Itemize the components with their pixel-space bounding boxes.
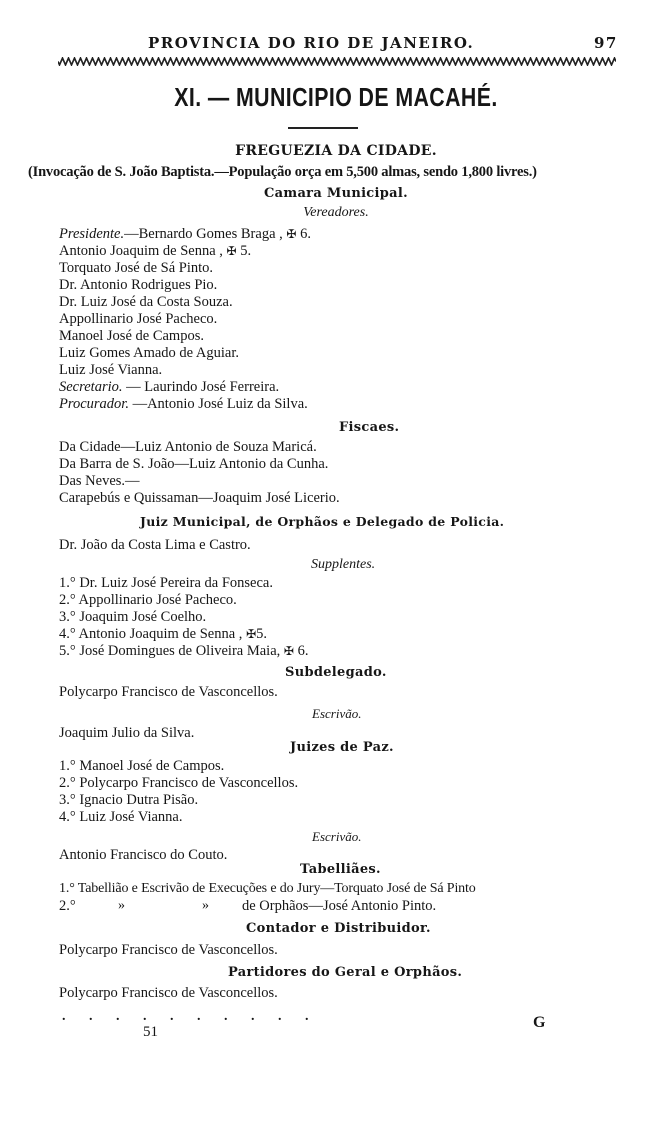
order-cross-icon: ✠ xyxy=(283,644,294,658)
page-number: 97 xyxy=(594,34,618,52)
juizes-paz-heading: Juizes de Paz. xyxy=(290,740,394,755)
camara-line: Dr. Luiz José da Costa Souza. xyxy=(59,294,233,310)
title-underline xyxy=(288,127,358,129)
camara-line: Procurador. —Antonio José Luiz da Silva. xyxy=(59,396,308,412)
camara-line: Appollinario José Pacheco. xyxy=(59,311,218,327)
camara-heading: Camara Municipal. xyxy=(264,186,408,201)
camara-line: Secretario. — Laurindo José Ferreira. xyxy=(59,379,280,395)
fiscal-line: Da Cidade—Luiz Antonio de Souza Maricá. xyxy=(59,439,317,455)
supplente-line: 2.° Appollinario José Pacheco. xyxy=(59,592,237,608)
juiz-line: Dr. João da Costa Lima e Castro. xyxy=(59,537,251,553)
role-label: Secretario. xyxy=(59,379,123,395)
camara-line: Luiz José Vianna. xyxy=(59,362,163,378)
ditto-mark: » xyxy=(118,898,125,913)
juiz-heading: Juiz Municipal, de Orphãos e Delegado de Policia. xyxy=(140,514,505,529)
camara-line: Luiz Gomes Amado de Aguiar. xyxy=(59,345,240,361)
tabelliao-line-text: de Orphãos—José Antonio Pinto. xyxy=(242,898,437,914)
juiz-paz-line: 3.° Ignacio Dutra Pisão. xyxy=(59,792,199,808)
escrivao-heading: Escrivão. xyxy=(312,829,362,844)
supplentes-heading: Supplentes. xyxy=(311,557,376,572)
ditto-mark: » xyxy=(202,898,209,913)
order-cross-icon: ✠ xyxy=(246,627,257,641)
supplente-line: 1.° Dr. Luiz José Pereira da Fonseca. xyxy=(59,575,273,591)
juiz-paz-line: 1.° Manoel José de Campos. xyxy=(59,758,225,774)
camara-line: Presidente.—Bernardo Gomes Braga , ✠ 6. xyxy=(59,226,311,242)
role-label: Presidente. xyxy=(59,226,125,242)
subdelegado-line: Polycarpo Francisco de Vasconcellos. xyxy=(59,684,278,700)
subdelegado-heading: Subdelegado. xyxy=(285,665,387,680)
running-header: PROVINCIA DO RIO DE JANEIRO. xyxy=(148,34,475,52)
supplente-line: 3.° Joaquim José Coelho. xyxy=(59,609,207,625)
freguezia-heading: FREGUEZIA DA CIDADE. xyxy=(235,143,437,159)
supplente-line: 4.° Antonio Joaquim de Senna , ✠5. xyxy=(59,626,267,642)
camara-line: Manoel José de Campos. xyxy=(59,328,204,344)
partidores-line: Polycarpo Francisco de Vasconcellos. xyxy=(59,985,278,1001)
escrivao-line: Antonio Francisco do Couto. xyxy=(59,847,228,863)
escrivao-line: Joaquim Julio da Silva. xyxy=(59,725,195,741)
contador-heading: Contador e Distribuidor. xyxy=(246,921,431,936)
sheet-number: 51 xyxy=(143,1024,158,1040)
tabelliaes-heading: Tabelliães. xyxy=(300,862,381,877)
order-cross-icon: ✠ xyxy=(226,244,237,258)
fiscaes-heading: Fiscaes. xyxy=(339,420,400,435)
footer-dots: . . . . . . . . . . xyxy=(62,1009,319,1024)
juiz-paz-line: 4.° Luiz José Vianna. xyxy=(59,809,183,825)
municipality-title: XI. — MUNICIPIO DE MACAHÉ. xyxy=(174,82,498,112)
partidores-heading: Partidores do Geral e Orphãos. xyxy=(228,965,463,980)
signature-mark: G xyxy=(533,1014,546,1031)
camara-line: Dr. Antonio Rodrigues Pio. xyxy=(59,277,218,293)
fiscal-line: Da Barra de S. João—Luiz Antonio da Cunha. xyxy=(59,456,329,472)
tabelliao-line-num: 2.° xyxy=(59,898,76,914)
camara-line: Torquato José de Sá Pinto. xyxy=(59,260,214,276)
wavy-rule xyxy=(58,57,616,66)
fiscal-line: Carapebús e Quissaman—Joaquim José Licerio. xyxy=(59,490,340,506)
contador-line: Polycarpo Francisco de Vasconcellos. xyxy=(59,942,278,958)
order-cross-icon: ✠ xyxy=(286,227,297,241)
tabelliao-line: 1.° Tabellião e Escrivão de Execuções e do Jury—Torquato José de Sá Pinto xyxy=(59,881,476,896)
juiz-paz-line: 2.° Polycarpo Francisco de Vasconcellos. xyxy=(59,775,299,791)
freguezia-subheading: (Invocação de S. João Baptista.—População orça em 5,500 almas, sendo 1,800 livres.) xyxy=(28,164,537,180)
camara-line: Antonio Joaquim de Senna , ✠ 5. xyxy=(59,243,252,259)
role-label: Procurador. xyxy=(59,396,129,412)
escrivao-heading: Escrivão. xyxy=(312,706,362,721)
supplente-line: 5.° José Domingues de Oliveira Maia, ✠ 6. xyxy=(59,643,309,659)
fiscal-line: Das Neves.— xyxy=(59,473,140,489)
vereadores-heading: Vereadores. xyxy=(303,205,369,220)
